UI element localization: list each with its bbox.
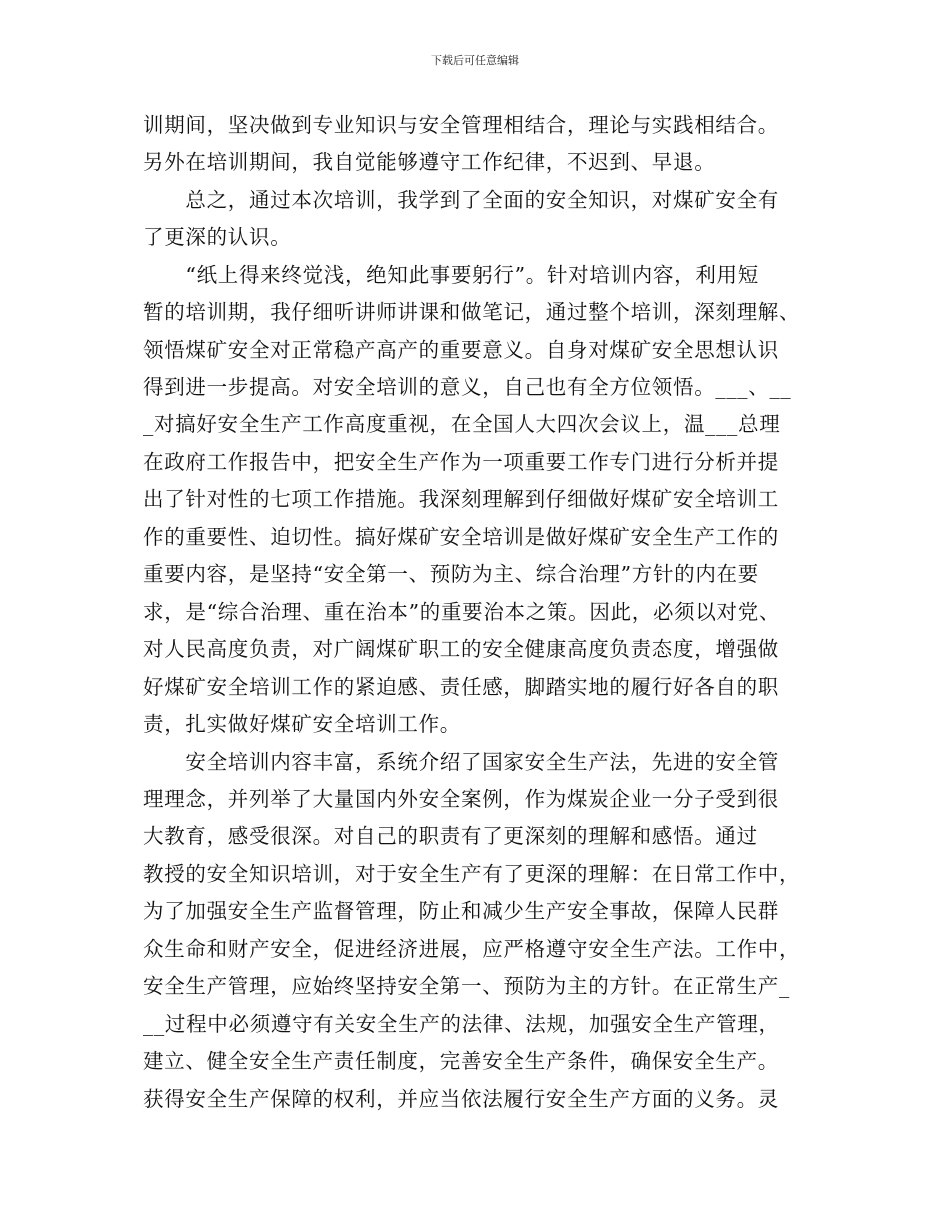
text-line: 好煤矿安全培训工作的紧迫感、责任感，脚踏实地的履行好各自的职 bbox=[143, 675, 779, 699]
text-line: _对搞好安全生产工作高度重视，在全国人大四次会议上，温___总理 bbox=[143, 412, 781, 436]
text-line: 教授的安全知识培训，对于安全生产有了更深的理解：在日常工作中， bbox=[143, 862, 801, 886]
text-line: 理理念，并列举了大量国内外安全案例，作为煤炭企业一分子受到很 bbox=[143, 787, 779, 811]
text-line: 建立、健全安全生产责任制度，完善安全生产条件，确保安全生产。 bbox=[143, 1049, 779, 1073]
text-line: “纸上得来终觉浅，绝知此事要躬行”。针对培训内容，利用短 bbox=[143, 263, 759, 287]
text-line: 众生命和财产安全，促进经济进展，应严格遵守安全生产法。工作中， bbox=[143, 937, 801, 961]
text-line: 在政府工作报告中，把安全生产作为一项重要工作专门进行分析并提 bbox=[143, 450, 779, 474]
text-line: __过程中必须遵守有关安全生产的法律、法规，加强安全生产管理， bbox=[143, 1012, 780, 1036]
text-line: 重要内容，是坚持“安全第一、预防为主、综合治理”方针的内在要 bbox=[143, 562, 759, 586]
text-line: 求，是“综合治理、重在治本”的重要治本之策。因此，必须以对党、 bbox=[143, 600, 781, 624]
text-line: 训期间，坚决做到专业知识与安全管理相结合，理论与实践相结合。 bbox=[143, 113, 779, 137]
text-line: 安全培训内容丰富，系统介绍了国家安全生产法，先进的安全管 bbox=[143, 750, 779, 774]
text-line: 了更深的认识。 bbox=[143, 225, 292, 249]
text-line: 对人民高度负责，对广阔煤矿职工的安全健康高度负责态度，增强做 bbox=[143, 637, 779, 661]
text-line: 暂的培训期，我仔细听讲师讲课和做笔记，通过整个培训，深刻理解、 bbox=[143, 300, 801, 324]
text-line: 获得安全生产保障的权利，并应当依法履行安全生产方面的义务。灵 bbox=[143, 1087, 779, 1111]
text-line: 另外在培训期间，我自觉能够遵守工作纪律，不迟到、早退。 bbox=[143, 150, 716, 174]
text-line: 领悟煤矿安全对正常稳产高产的重要意义。自身对煤矿安全思想认识 bbox=[143, 338, 779, 362]
text-line: 出了针对性的七项工作措施。我深刻理解到仔细做好煤矿安全培训工 bbox=[143, 487, 779, 511]
text-line: 安全生产管理，应始终坚持安全第一、预防为主的方针。在正常生产_ bbox=[143, 974, 790, 998]
text-line: 总之，通过本次培训，我学到了全面的安全知识，对煤矿安全有 bbox=[143, 188, 779, 212]
text-line: 得到进一步提高。对安全培训的意义，自己也有全方位领悟。___、__ bbox=[143, 375, 792, 399]
text-line: 大教育，感受很深。对自己的职责有了更深刻的理解和感悟。通过 bbox=[143, 824, 758, 848]
text-line: 为了加强安全生产监督管理，防止和减少生产安全事故，保障人民群 bbox=[143, 899, 779, 923]
text-line: 作的重要性、迫切性。搞好煤矿安全培训是做好煤矿安全生产工作的 bbox=[143, 525, 779, 549]
page-header: 下载后可任意编辑 bbox=[431, 54, 519, 67]
text-line: 责，扎实做好煤矿安全培训工作。 bbox=[143, 712, 461, 736]
